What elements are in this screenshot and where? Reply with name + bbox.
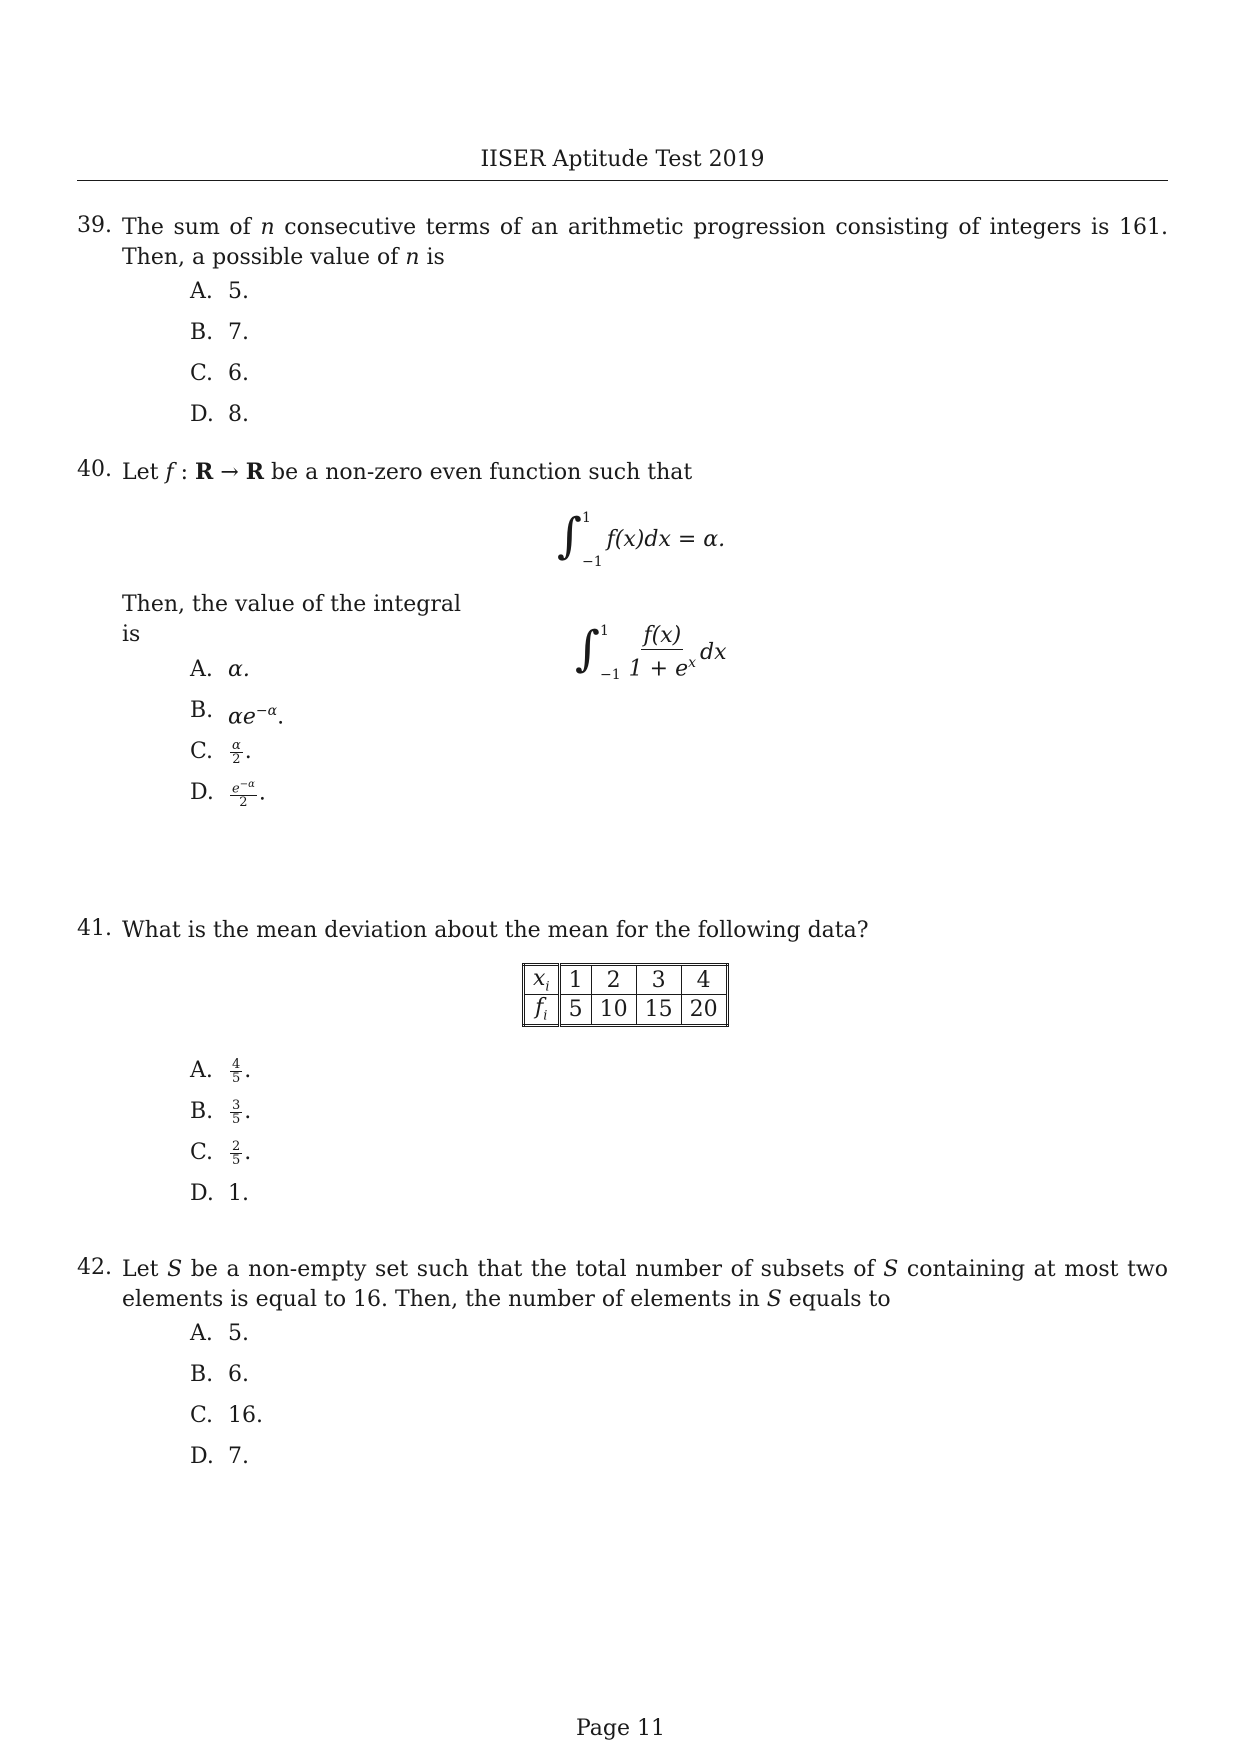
integral-expression: ∫ 1 −1 $\frac{f(x)}{1 + e^x}$ dx bbox=[575, 621, 727, 683]
data-table bbox=[522, 963, 729, 1027]
choice-list bbox=[190, 655, 284, 819]
question-41 bbox=[77, 916, 1168, 1236]
choice-b[interactable]: B. $\frac{3}{5}$ . bbox=[190, 1097, 252, 1127]
is-text: is bbox=[122, 622, 141, 647]
choice-list bbox=[190, 277, 1168, 441]
question-text: Let f : R → R be a non-zero even function such that bbox=[122, 459, 693, 485]
choice-d[interactable]: D. $\frac{e^{-\alpha}}{2}$ . bbox=[190, 779, 266, 811]
question-40 bbox=[77, 457, 1168, 907]
choice-list bbox=[190, 1056, 251, 1220]
question-number: 39. bbox=[77, 213, 112, 238]
choice-a[interactable]: A. α. bbox=[190, 657, 250, 682]
choice-b[interactable]: B. 6. bbox=[190, 1362, 249, 1387]
question-number: 41. bbox=[77, 916, 112, 941]
choice-list bbox=[190, 1319, 1168, 1483]
choice-c[interactable]: C. 16. bbox=[190, 1403, 263, 1428]
choice-d[interactable]: D. 7. bbox=[190, 1444, 249, 1469]
question-text: What is the mean deviation about the mean for the following data? bbox=[122, 918, 869, 943]
choice-a[interactable]: A. $\frac{4}{5}$ . bbox=[190, 1056, 252, 1086]
integral-sign: ∫ bbox=[575, 621, 601, 677]
integral-equation: ∫ 1 −1 f(x)dx = α. bbox=[557, 508, 726, 570]
question-number: 40. bbox=[77, 457, 112, 482]
page-number: Page 11 bbox=[575, 1716, 666, 1741]
choice-c[interactable]: C. $\frac{\alpha}{2}$ . bbox=[190, 737, 252, 767]
choice-a[interactable]: A. 5. bbox=[190, 279, 249, 304]
then-text: Then, the value of the integral bbox=[122, 592, 462, 617]
choice-c[interactable]: C. 6. bbox=[190, 361, 249, 386]
question-text: Let S be a non-empty set such that the total number of subsets of S containing at most two elements is equal to 16. Then, the number of elements in S equals to bbox=[122, 1257, 1168, 1312]
question-text: The sum of n consecutive terms of an arithmetic progression consisting of integers is 161. Then, a possible value of n is bbox=[122, 215, 1168, 270]
integral-sign: ∫ bbox=[557, 508, 583, 564]
choice-b[interactable]: B. 7. bbox=[190, 320, 249, 345]
table-row: $x_i$ 1 2 3 4 bbox=[524, 965, 728, 995]
table-row: $f_i$ 5 10 15 20 bbox=[524, 995, 728, 1025]
choice-d[interactable]: D. 8. bbox=[190, 402, 249, 427]
question-number: 42. bbox=[77, 1255, 112, 1280]
choice-b[interactable]: B. $\alpha e^{-\alpha}$. bbox=[190, 698, 285, 730]
choice-c[interactable]: C. $\frac{2}{5}$ . bbox=[190, 1138, 252, 1168]
page-header: IISER Aptitude Test 2019 bbox=[480, 147, 765, 172]
header-rule bbox=[77, 180, 1168, 181]
choice-d[interactable]: D. 1. bbox=[190, 1181, 249, 1206]
question-39 bbox=[77, 213, 1168, 441]
choice-a[interactable]: A. 5. bbox=[190, 1321, 249, 1346]
question-42 bbox=[77, 1255, 1168, 1483]
integrand-fraction: $\frac{f(x)}{1 + e^x}$ bbox=[628, 623, 696, 682]
